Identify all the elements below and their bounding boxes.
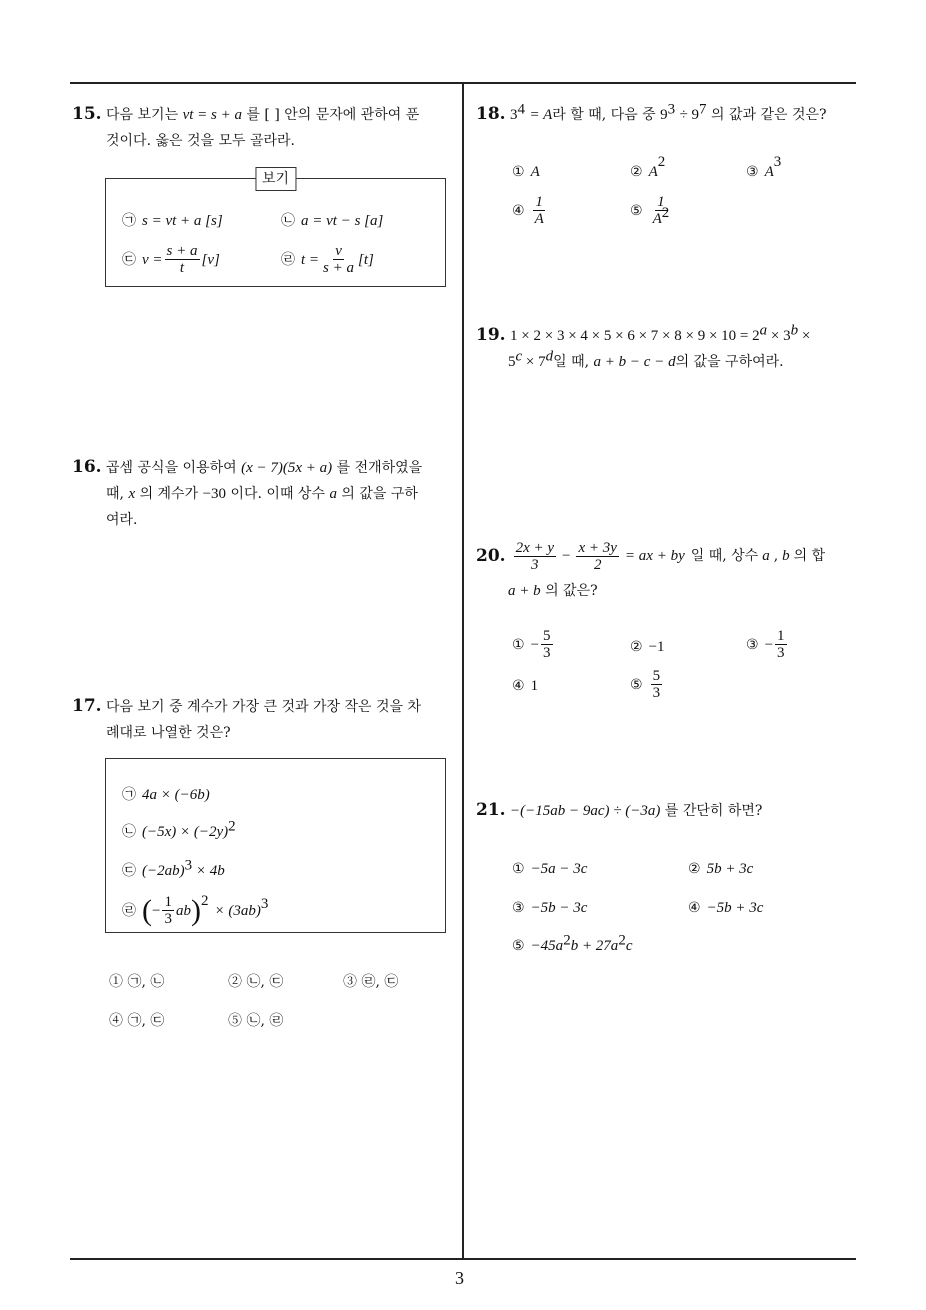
choice-21-2[interactable]: ② 5b + 3c: [688, 861, 754, 877]
item-marker: ㉢: [122, 251, 136, 268]
fraction: $\frac{v}{s + a}$: [323, 243, 355, 276]
bogi-item-d: ㉣ ( − $\frac{1}{3}$ ab ) 2 × (3ab) 3: [122, 893, 269, 927]
choice-18-4[interactable]: ④ $\frac{1}{A}$: [512, 194, 544, 227]
question-15: [72, 104, 419, 125]
question-21: 21. −(−15ab − 9ac) ÷ (−3a) 를 간단히 하면?: [476, 800, 763, 820]
choice-21-1[interactable]: ① −5a − 3c: [512, 861, 588, 877]
bogi-item-a: ㉠ 4a × (−6b): [122, 787, 210, 803]
question-19-line2: $5^c \times 7^d$일 때, a + b − c − d의 값을 구하여라.: [508, 348, 784, 370]
question-text: 를 [ ] 안의 문자에 관하여 푼: [246, 107, 420, 123]
bogi-item-c: ㉢ v = $\frac{s + a}{t}$ [v]: [122, 243, 220, 276]
question-number: 19.: [476, 325, 506, 345]
item-marker: ㉣: [281, 251, 295, 268]
choice-18-2[interactable]: ② A 2: [630, 154, 666, 180]
question-number: 20.: [476, 546, 506, 566]
question-number: 18.: [476, 104, 506, 124]
choice-20-2[interactable]: ② −1: [630, 639, 665, 655]
choice-20-4[interactable]: ④ 1: [512, 678, 539, 694]
choice-18-5[interactable]: ⑤ $\frac{1}{A^2}$: [630, 194, 670, 227]
question-16: 16. 곱셈 공식을 이용하여 (x − 7)(5x + a) 를 전개하였을: [72, 457, 423, 477]
question-18: 18. $3^4 = A$라 할 때, 다음 중 $9^3 \div 9^7$ 의 값과 같은 것은?: [476, 101, 827, 124]
question-text: 다음 보기는: [106, 107, 179, 123]
bogi-title: 보기: [255, 167, 296, 191]
choice-21-5[interactable]: ⑤ $-45a^2b + 27a^2c$: [512, 932, 633, 954]
bogi-item-b: ㉡ a = vt − s [a]: [281, 213, 384, 229]
bogi-item-a: ㉠ s = vt + a [s]: [122, 213, 223, 229]
item-marker: ㉡: [281, 213, 295, 229]
equation: vt = s + a: [182, 107, 242, 123]
question-20-line2: a + b 의 값은?: [508, 583, 598, 599]
bogi-box-17: [105, 758, 446, 933]
bogi-item-c: ㉢ $(-2ab)^3 \times 4b$: [122, 857, 225, 879]
fraction: $\frac{s + a}{t}$: [166, 243, 198, 276]
page-number: 3: [455, 1268, 464, 1288]
question-number: 17.: [72, 696, 102, 716]
fraction: $\frac{x + 3y}{2}$: [578, 539, 617, 573]
question-number: 21.: [476, 800, 506, 820]
bogi-box-15: [105, 171, 446, 287]
question-17-line2: 례대로 나열한 것은?: [106, 725, 231, 741]
question-number: 15.: [72, 104, 102, 124]
bottom-rule: [70, 1258, 856, 1260]
question-19: 19. $1 \times 2 \times 3 \times 4 \times 5 \times 6 \times 7 \times 8 \times 9 \times 10 = 2^a \times 3^b$ ×: [476, 322, 811, 345]
question-16-line3: 여라.: [106, 512, 138, 528]
item-marker: ㉠: [122, 213, 136, 229]
choice-20-5[interactable]: ⑤ $\frac{5}{3}$: [630, 668, 661, 701]
choice-20-1[interactable]: ① − $\frac{5}{3}$: [512, 628, 551, 661]
question-20: 20. $\frac{2x + y}{3}$ − $\frac{x + 3y}{2}$ = ax + by 일 때, 상수 a , b 의 합: [476, 539, 826, 573]
choice-17-4[interactable]: ④ ㉠, ㉢: [109, 1013, 165, 1029]
question-17: 17. 다음 보기 중 계수가 가장 큰 것과 가장 작은 것을 차: [72, 696, 422, 716]
bogi-item-d: ㉣ t = $\frac{v}{s + a}$ [t]: [281, 243, 374, 276]
choice-17-2[interactable]: ② ㉡, ㉢: [228, 974, 284, 990]
choice-21-3[interactable]: ③ −5b − 3c: [512, 900, 588, 916]
choice-18-3[interactable]: ③ A 3: [746, 154, 782, 180]
expression: (x − 7)(5x + a): [241, 460, 333, 476]
bogi-item-b: ㉡ $(-5x) \times (-2y)^2$: [122, 818, 236, 840]
fraction: $\frac{1}{3}$: [164, 894, 172, 927]
choice-17-5[interactable]: ⑤ ㉡, ㉣: [228, 1013, 284, 1029]
question-15-line2: 것이다. 옳은 것을 모두 골라라.: [106, 133, 295, 149]
question-number: 16.: [72, 457, 102, 477]
choice-21-4[interactable]: ④ −5b + 3c: [688, 900, 764, 916]
choice-17-3[interactable]: ③ ㉣, ㉢: [343, 974, 399, 990]
choice-17-1[interactable]: ① ㉠, ㉡: [109, 974, 165, 990]
fraction: $\frac{2x + y}{3}$: [515, 539, 555, 573]
question-16-line2: 때, x 의 계수가 −30 이다. 이때 상수 a 의 값을 구하: [106, 486, 418, 502]
choice-18-1[interactable]: ① A: [512, 164, 540, 180]
choice-20-3[interactable]: ③ − $\frac{1}{3}$: [746, 628, 785, 661]
column-divider: [462, 82, 464, 1259]
